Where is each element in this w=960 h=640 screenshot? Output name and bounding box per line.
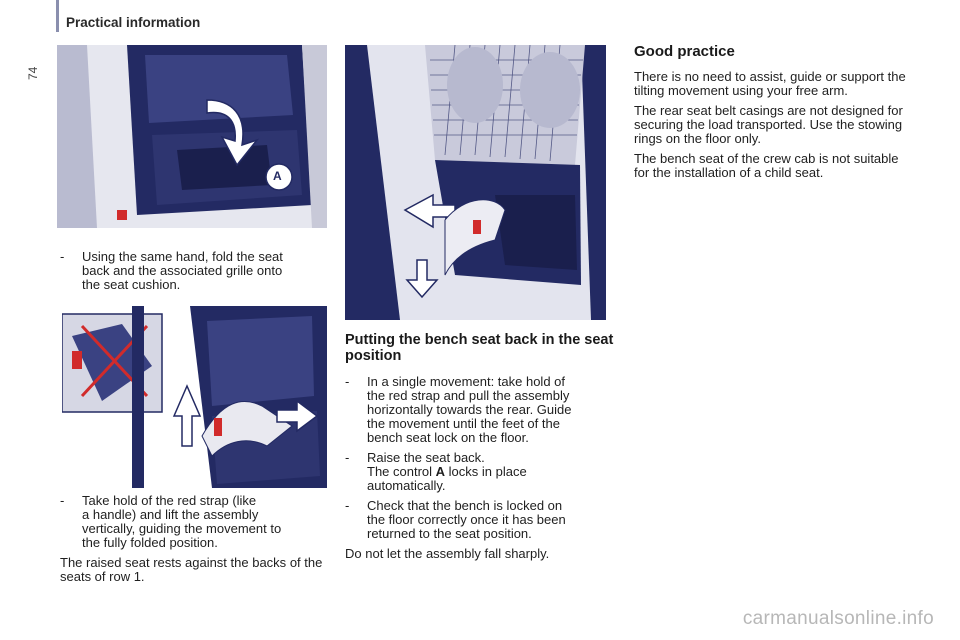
text-line: your free arm. — [766, 83, 848, 98]
marker-a: A — [273, 169, 282, 183]
text-line: Raise the seat back. — [367, 450, 485, 465]
text-run: The control — [367, 464, 436, 479]
col1-bullet-2 — [60, 494, 335, 590]
text-line: bench seat lock on the floor. — [367, 430, 529, 445]
figure-fold-seat — [57, 45, 327, 228]
text-line: the seat cushion. — [82, 277, 181, 292]
heading-line: the seat position — [345, 332, 614, 364]
text-line: automatically. — [367, 478, 446, 493]
bullet-dash: - — [345, 450, 350, 465]
text-line: seat. — [795, 165, 824, 180]
section-rule — [56, 0, 59, 32]
text-line: transported. Use the stowing rings on — [634, 117, 903, 146]
text-line: The bench seat of the crew cab is not — [634, 151, 851, 166]
control-a-label: A — [435, 464, 446, 479]
page-number: 74 — [26, 66, 40, 80]
good-practice-heading: Good practice — [634, 43, 735, 60]
text-line — [367, 465, 620, 479]
section-title: Practical information — [66, 15, 201, 30]
col1-paragraph — [60, 556, 335, 584]
bullet-dash: - — [60, 249, 65, 264]
text-line: designed for securing the load — [634, 103, 903, 132]
text-line: suitable for the installation of a child — [634, 151, 899, 180]
text-line: Check that the bench is locked on — [367, 498, 563, 513]
bullet-dash: - — [60, 493, 65, 508]
figure-lift-assembly — [62, 306, 327, 488]
text-line: Take hold of the red strap (like — [82, 493, 257, 508]
text-line: support the tilting movement using — [634, 69, 906, 98]
text-run: locks in place — [445, 464, 527, 479]
figure-pull-seat — [345, 45, 606, 320]
text-line: the fully folded position. — [82, 535, 218, 550]
bench-seat-heading — [345, 332, 620, 364]
col2-paragraph: Do not let the assembly fall sharply. — [345, 546, 550, 561]
good-practice-para-1 — [634, 70, 909, 98]
text-line: the floor only. — [683, 131, 761, 146]
text-line: vertically, guiding the movement to — [82, 521, 282, 536]
text-line: the floor correctly once it has been — [367, 512, 566, 527]
text-line: returned to the seat position. — [367, 526, 532, 541]
bullet-dash: - — [345, 498, 350, 513]
text-line: The rear seat belt casings are not — [634, 103, 828, 118]
col1-bullet-1 — [60, 250, 335, 298]
text-line: of the seats of row 1. — [60, 555, 323, 584]
text-line: There is no need to assist, guide or — [634, 69, 838, 84]
col2-content — [345, 332, 620, 567]
text-line: a handle) and lift the assembly — [82, 507, 259, 522]
text-line: In a single movement: take hold of — [367, 374, 566, 389]
text-line: the movement until the feet of the — [367, 416, 560, 431]
text-line: horizontally towards the rear. Guide — [367, 402, 572, 417]
good-practice-para-2 — [634, 104, 909, 146]
bullet-dash: - — [345, 374, 350, 389]
good-practice-box — [634, 44, 909, 186]
text-line: back and the associated grille onto — [82, 263, 283, 278]
good-practice-para-3 — [634, 152, 909, 180]
heading-line: Putting the bench seat back in — [345, 332, 555, 348]
text-line: The raised seat rests against the backs — [60, 555, 287, 570]
text-line: Using the same hand, fold the seat — [82, 249, 283, 264]
watermark: carmanualsonline.info — [742, 608, 934, 629]
text-line: the red strap and pull the assembly — [367, 388, 570, 403]
